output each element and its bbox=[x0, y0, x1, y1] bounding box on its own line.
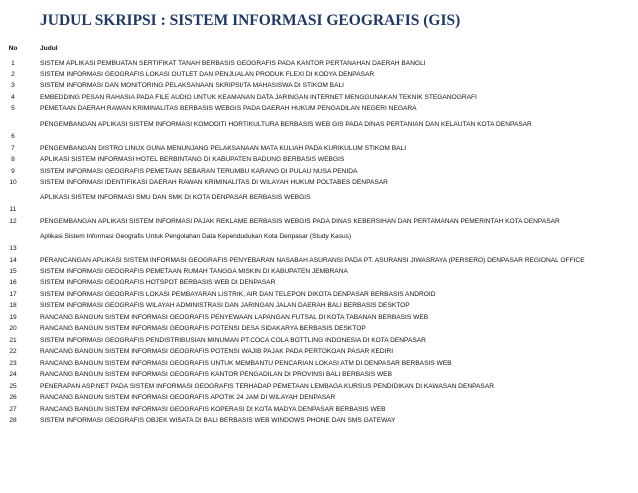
row-title: PENGEMBANGAN APLIKASI SISTEM INFORMASI PAJAK REKLAME BERBASIS WEBGIS PADA DINAS KEBERSIHAN DAN PERTAMANAN PEMERINTAH KOTA DENPASAR bbox=[40, 218, 560, 225]
row-number: 1 bbox=[11, 60, 15, 67]
row-number: 3 bbox=[11, 82, 15, 89]
row-title: SISTEM INFORMASI DAN MONITORING PELAKSANAAN SKRIPSI/TA MAHASISWA DI STIKOM BALI bbox=[40, 82, 344, 89]
row-title: SISTEM INFORMASI GEOGRAFIS LOKASI PEMBAYARAN LISTRIK, AIR DAN TELEPON DIKOTA DENPASAR BERBASIS ANDROID bbox=[40, 291, 436, 298]
row-title: RANCANG BANGUN SISTEM INFORMASI GEOGRAFIS UNTUK MEMBANTU PENCARIAN LOKASI ATM DI DENPASAR BERBASIS WEB bbox=[40, 360, 452, 367]
row-title: PENERAPAN ASP.NET PADA SISTEM INFORMASI GEOGRAFIS TERHADAP PEMETAAN LEMBAGA KURSUS PENDIDIKAN DI KAWASAN DENPASAR bbox=[40, 383, 494, 390]
row-title: RANCANG BANGUN SISTEM INFORMASI GEOGRAFIS POTENSI WAJIB PAJAK PADA PERTOKOAN PASAR KEDIRI bbox=[40, 348, 394, 355]
row-number: 15 bbox=[9, 268, 17, 275]
page-title: JUDUL SKRIPSI : SISTEM INFORMASI GEOGRAFIS (GIS) bbox=[40, 12, 461, 29]
row-title: SISTEM INFORMASI GEOGRAFIS WILAYAH ADMINISTRASI DAN JARINGAN JALAN DAERAH BALI BERBASIS DESKTOP bbox=[40, 302, 410, 309]
row-title: Aplikasi Sistem Informasi Geografis Untuk Pengolahan Data Kependudukan Kota Denpasar (Study Kasus) bbox=[40, 233, 352, 240]
header-no: No bbox=[8, 45, 18, 52]
row-number: 25 bbox=[9, 383, 17, 390]
row-number: 26 bbox=[9, 394, 17, 401]
row-number: 9 bbox=[11, 168, 15, 175]
row-number: 22 bbox=[9, 348, 17, 355]
row-number: 19 bbox=[9, 314, 17, 321]
row-title: RANCANG BANGUN SISTEM INFORMASI GEOGRAFIS APOTIK 24 JAM DI WILAYAH DENPASAR bbox=[40, 394, 336, 401]
row-title: SISTEM INFORMASI IDENTIFIKASI DAERAH RAWAN KRIMINALITAS DI WILAYAH HUKUM POLTABES DENPASAR bbox=[40, 179, 388, 186]
row-number: 14 bbox=[9, 257, 17, 264]
row-number: 18 bbox=[9, 302, 17, 309]
row-title: PENGEMBANGAN APLIKASI SISTEM INFORMASI KOMODITI HORTIKULTURA BERBASIS WEB GIS PADA DINAS PERTANIAN DAN KELAUTAN KOTA DENPASAR bbox=[40, 121, 532, 128]
row-number: 27 bbox=[9, 406, 17, 413]
row-title: EMBEDDING PESAN RAHASIA PADA FILE AUDIO UNTUK KEAMANAN DATA JARINGAN INTERNET MENGGUNAKAN TEKNIK STEGANOGRAFI bbox=[40, 94, 477, 101]
row-title: SISTEM INFORMASI GEOGRAFIS PEMETAAN RUMAH TANGGA MISKIN DI KABUPATEN JEMBRANA bbox=[40, 268, 348, 275]
row-title: APLIKASI SISTEM INFORMASI SMU DAN SMK DI KOTA DENPASAR BERBASIS WEBGIS bbox=[40, 194, 311, 201]
row-title: PERANCANGAN APLIKASI SISTEM INFORMASI GEOGRAFIS PENYEBARAN NASABAH ASURANSI PADA PT. ASURANSI JIWASRAYA (PERSERO) DENPASAR REGIONAL OFFICE bbox=[40, 257, 585, 264]
row-number: 17 bbox=[9, 291, 17, 298]
row-title: APLIKASI SISTEM INFORMASI HOTEL BERBINTANG DI KABUPATEN BADUNG BERBASIS WEBGIS bbox=[40, 156, 345, 163]
row-number: 8 bbox=[11, 156, 15, 163]
row-title: SISTEM APLIKASI PEMBUATAN SERTIFIKAT TANAH BERBASIS GEOGRAFIS PADA KANTOR PERTANAHAN DAERAH BANGLI bbox=[40, 60, 426, 67]
row-title: RANCANG BANGUN SISTEM INFORMASI GEOGRAFIS KOPERASI DI KOTA MADYA DENPASAR BERBASIS WEB bbox=[40, 406, 386, 413]
row-number: 28 bbox=[9, 417, 17, 424]
row-title: PENGEMBANGAN DISTRO LINUX GUNA MENUNJANG PELAKSANAAN MATA KULIAH PADA KURIKULUM STIKOM BALI bbox=[40, 145, 407, 152]
row-number: 24 bbox=[9, 371, 17, 378]
row-title: RANCANG BANGUN SISTEM INFORMASI GEOGRAFIS KANTOR PENGADILAN DI PROVINSI BALI BERBASIS WEB bbox=[40, 371, 392, 378]
row-number: 16 bbox=[9, 279, 17, 286]
row-title: SISTEM INFORMASI GEOGRAFIS OBJEK WISATA DI BALI BERBASIS WEB WINDOWS PHONE DAN SMS GATEWAY bbox=[40, 417, 396, 424]
row-number: 4 bbox=[11, 94, 15, 101]
row-title: RANCANG BANGUN SISTEM INFORMASI GEOGRAFIS POTENSI DESA SIDAKARYA BERBASIS DESKTOP bbox=[40, 325, 366, 332]
row-number: 2 bbox=[11, 71, 15, 78]
row-number: 5 bbox=[11, 105, 15, 112]
row-number: 12 bbox=[9, 218, 17, 225]
row-title: SISTEM INFORMASI GEOGRAFIS HOTSPOT BERBASIS WEB DI DENPASAR bbox=[40, 279, 276, 286]
row-title: PEMETAAN DAERAH RAWAN KRIMINALITAS BERBASIS WEBGIS PADA DAERAH HUKUM PENGADILAN NEGERI NEGARA bbox=[40, 105, 417, 112]
row-title: SISTEM INFORMASI GEOGRAFIS LOKASI OUTLET DAN PENJUALAN PRODUK FLEXI DI KODYA DENPASAR bbox=[40, 71, 375, 78]
row-number: 7 bbox=[11, 145, 15, 152]
row-title: SISTEM INFORMASI GEOGRAFIS PENDISTRIBUSIAN MINUMAN PT.COCA COLA BOTTLING INDONESIA DI KOTA DENPASAR bbox=[40, 337, 426, 344]
row-number: 21 bbox=[9, 337, 17, 344]
row-number: 6 bbox=[11, 133, 15, 140]
row-number: 10 bbox=[9, 179, 17, 186]
row-number: 20 bbox=[9, 325, 17, 332]
row-title: RANCANG BANGUN SISTEM INFORMASI GEOGRAFIS PENYEWAAN LAPANGAN FUTSAL DI KOTA TABANAN BERBASIS WEB bbox=[40, 314, 429, 321]
row-number: 11 bbox=[9, 206, 17, 213]
row-number: 13 bbox=[9, 245, 17, 252]
row-number: 23 bbox=[9, 360, 17, 367]
header-judul: Judul bbox=[40, 45, 58, 52]
row-title: SISTEM INFORMASI GEOGRAFIS PEMETAAN SEBARAN TERUMBU KARANG DI PULAU NUSA PENIDA bbox=[40, 168, 358, 175]
